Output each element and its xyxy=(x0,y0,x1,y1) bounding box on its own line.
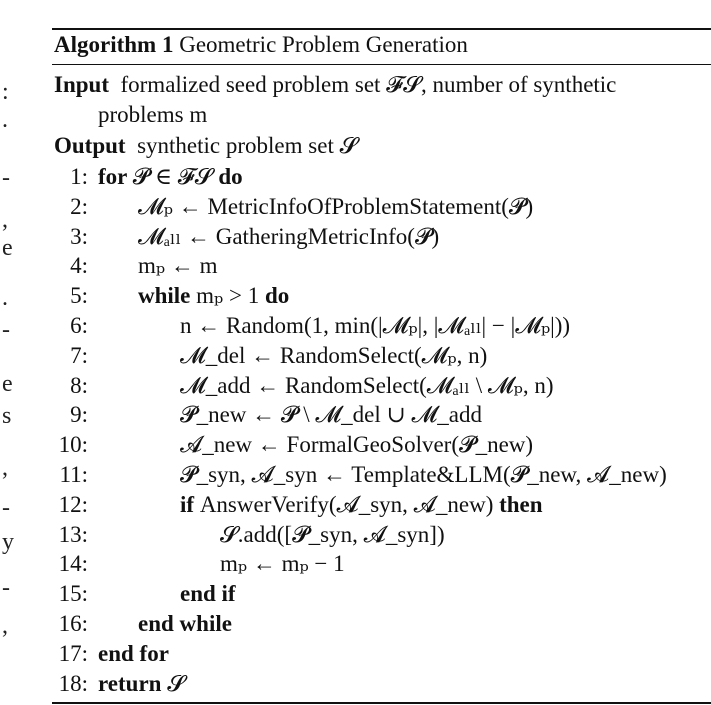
output-label: Output xyxy=(54,133,126,158)
algorithm-title: Geometric Problem Generation xyxy=(179,32,468,57)
margin-fragment: , xyxy=(2,207,8,233)
algorithm-line xyxy=(52,400,482,430)
bottom-rule xyxy=(52,702,711,704)
line-content xyxy=(138,194,533,219)
line-number: 8: xyxy=(70,372,88,398)
algorithm-line xyxy=(52,639,169,669)
line-number: 2: xyxy=(70,193,88,219)
line-number: 12: xyxy=(58,491,88,517)
line-content xyxy=(138,611,232,636)
margin-fragment: . xyxy=(2,285,8,311)
line-content xyxy=(138,224,439,249)
margin-fragment: s xyxy=(2,403,12,429)
line-number: 10: xyxy=(58,432,88,458)
algorithm-line xyxy=(52,192,533,222)
line-content xyxy=(180,432,533,457)
algorithm-line xyxy=(52,341,487,371)
line-content xyxy=(98,671,185,696)
algorithm-caption xyxy=(54,30,468,60)
line-number: 18: xyxy=(58,670,88,696)
line-number: 15: xyxy=(58,581,88,607)
line-content xyxy=(98,641,169,666)
keyword: for xyxy=(98,164,133,189)
margin-fragment: - xyxy=(2,165,10,191)
statement-text: 𝓟_new ← 𝓟 \ 𝓜_del ∪ 𝓜_add xyxy=(180,402,482,428)
statement-text: n ← Random(1, min(|𝓜ₚ|, |𝓜ₐₗₗ| − |𝓜ₚ|)) xyxy=(180,313,571,338)
left-margin-fragments xyxy=(0,0,18,705)
margin-fragment: , xyxy=(2,613,8,639)
margin-fragment: e xyxy=(2,371,13,397)
algorithm-line xyxy=(52,609,232,639)
statement-text: 𝓜_add ← RandomSelect(𝓜ₐₗₗ \ 𝓜ₚ, n) xyxy=(180,372,554,398)
algorithm-line xyxy=(52,520,445,550)
statement-text: AnswerVerify(𝓐_syn, 𝓐_new) xyxy=(199,491,500,517)
algorithm-line xyxy=(52,490,543,520)
line-content xyxy=(180,462,667,487)
keyword: return xyxy=(98,670,168,696)
line-number: 4: xyxy=(70,253,88,279)
margin-fragment: - xyxy=(2,495,10,521)
algorithm-line xyxy=(52,669,185,699)
line-number: 13: xyxy=(58,521,88,547)
margin-fragment: e xyxy=(2,235,13,261)
algorithm-line xyxy=(52,430,533,460)
line-number: 17: xyxy=(58,640,88,666)
line-number: 14: xyxy=(58,551,88,577)
statement-text: mₚ ← m xyxy=(138,253,218,279)
algorithm-block xyxy=(52,0,711,705)
line-number: 6: xyxy=(70,313,88,338)
statement-text: 𝓟 ∈ 𝓕𝓢 xyxy=(132,164,219,189)
input-label: Input xyxy=(54,72,109,97)
margin-fragment: : xyxy=(2,79,9,105)
keyword: then xyxy=(499,491,543,517)
input-continuation: problems m xyxy=(98,102,208,127)
statement-text: 𝓜ₐₗₗ ← GatheringMetricInfo(𝓟) xyxy=(138,223,440,249)
algorithm-line xyxy=(52,579,236,609)
keyword: do xyxy=(218,164,243,189)
margin-fragment: y xyxy=(2,529,14,555)
caption-rule xyxy=(52,64,711,65)
algorithm-line xyxy=(52,162,243,192)
statement-text: 𝓜_del ← RandomSelect(𝓜ₚ, n) xyxy=(180,342,488,368)
margin-fragment: , xyxy=(2,455,8,481)
algorithm-label: Algorithm 1 xyxy=(54,32,174,57)
statement-text: mₚ ← mₚ − 1 xyxy=(220,551,345,577)
statement-text: 𝓟_syn, 𝓐_syn ← Template&LLM(𝓟_new, 𝓐_new) xyxy=(180,462,667,487)
statement-text: 𝓐_new ← FormalGeoSolver(𝓟_new) xyxy=(180,432,534,458)
line-number: 3: xyxy=(70,223,88,249)
keyword: do xyxy=(264,283,290,309)
statement-text: 𝓢 xyxy=(167,670,186,696)
algorithm-line xyxy=(52,311,570,341)
input-spec xyxy=(54,70,616,130)
line-number: 16: xyxy=(58,611,88,636)
output-text: synthetic problem set 𝓢 xyxy=(137,133,358,158)
line-content xyxy=(138,253,217,278)
line-number: 5: xyxy=(70,283,88,309)
line-content xyxy=(180,402,482,427)
input-text: formalized seed problem set 𝓕𝓢, number of synthetic xyxy=(120,72,617,97)
line-content xyxy=(180,313,570,338)
algorithm-line xyxy=(52,251,217,281)
line-content xyxy=(180,373,553,398)
keyword: if xyxy=(180,491,200,517)
margin-fragment: - xyxy=(2,575,10,601)
statement-text: 𝓢.add([𝓟_syn, 𝓐_syn]) xyxy=(220,521,445,547)
algorithm-line xyxy=(52,371,553,401)
line-number: 9: xyxy=(70,402,88,428)
statement-text: 𝓜ₚ ← MetricInfoOfProblemStatement(𝓟) xyxy=(138,193,534,219)
algorithm-line xyxy=(52,281,289,311)
line-number: 7: xyxy=(70,342,88,368)
algorithm-line xyxy=(52,222,439,252)
keyword: end if xyxy=(180,581,236,607)
margin-fragment: . xyxy=(2,107,8,133)
keyword: end for xyxy=(98,640,169,666)
line-content xyxy=(98,164,243,189)
line-content xyxy=(138,283,289,308)
keyword: while xyxy=(138,283,197,309)
output-spec xyxy=(54,131,357,161)
line-content xyxy=(220,522,445,547)
algorithm-line xyxy=(52,549,345,579)
line-number: 11: xyxy=(59,462,88,487)
algorithm-line xyxy=(52,460,667,490)
line-number: 1: xyxy=(70,164,88,189)
statement-text: mₚ > 1 xyxy=(196,283,265,309)
keyword: end while xyxy=(138,611,232,636)
line-content xyxy=(180,492,543,517)
line-content xyxy=(220,551,345,576)
line-content xyxy=(180,581,236,606)
margin-fragment: - xyxy=(2,317,10,343)
line-content xyxy=(180,343,487,368)
